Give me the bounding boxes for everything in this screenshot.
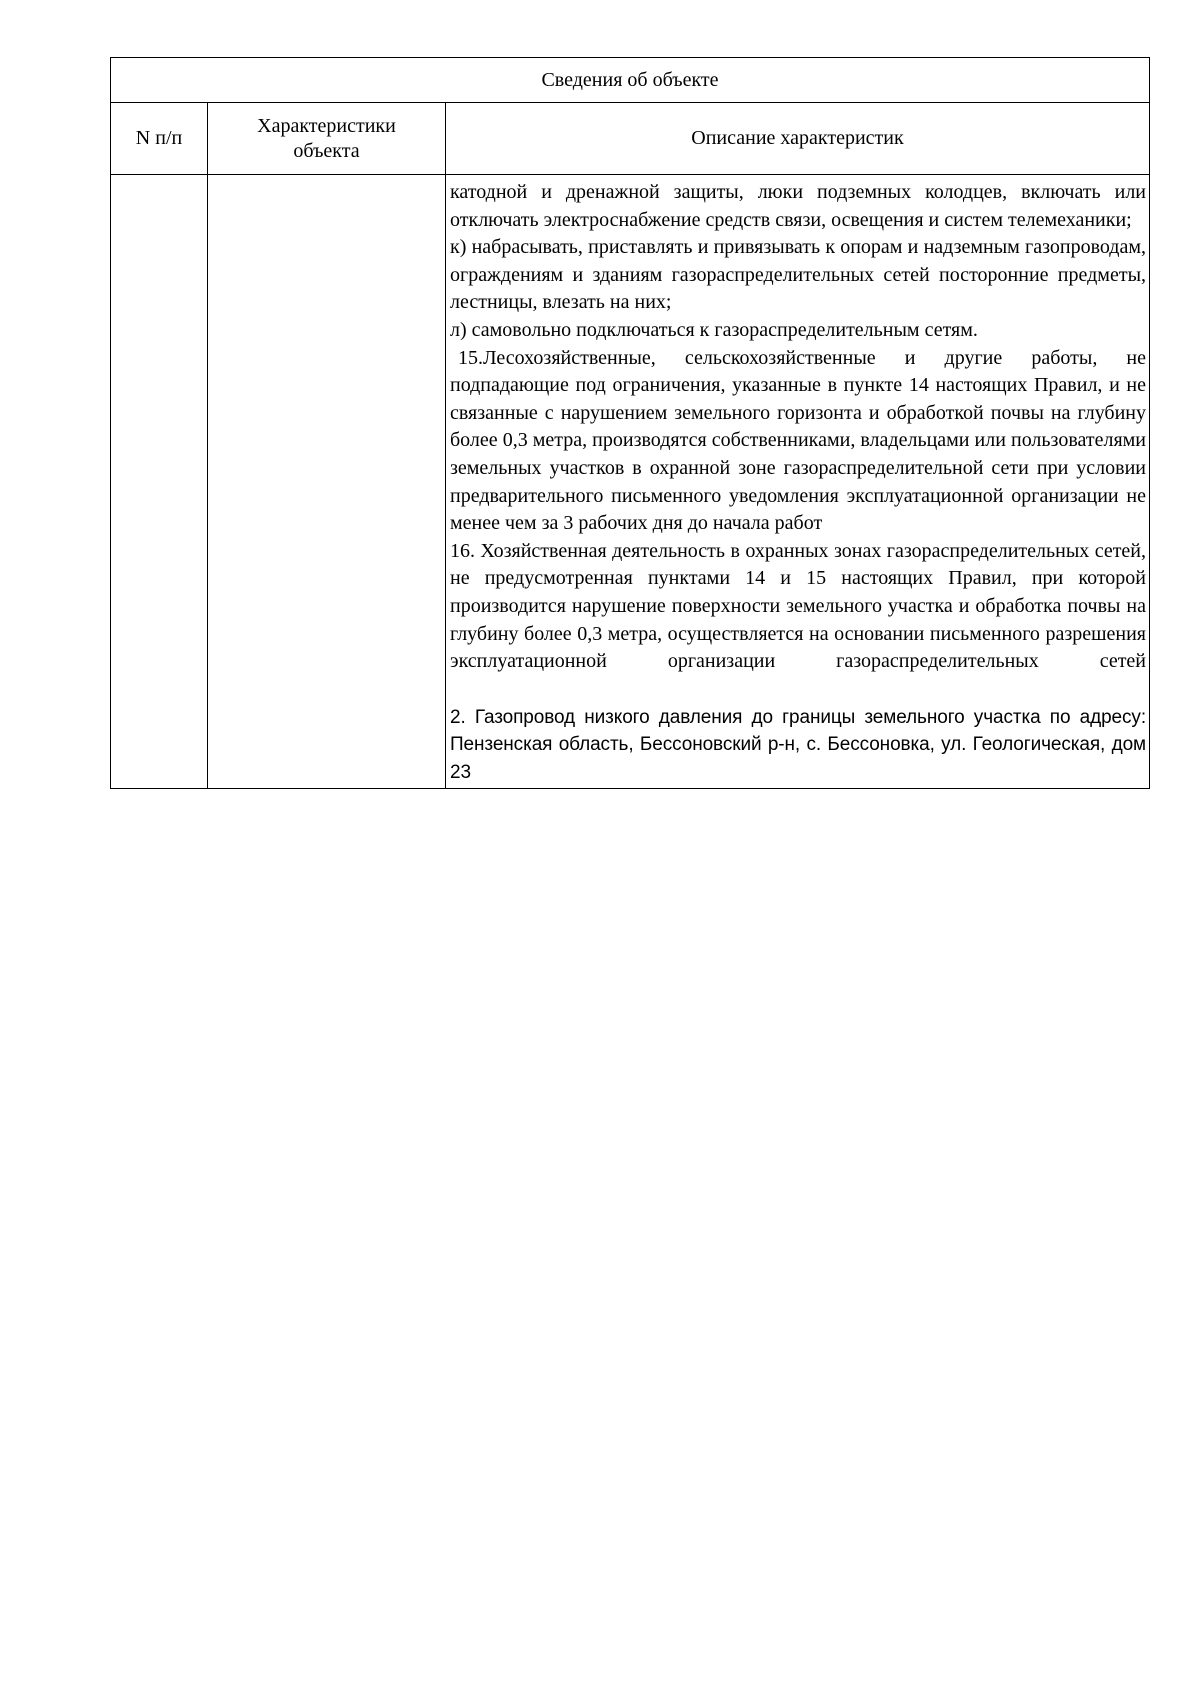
table-title: Сведения об объекте <box>111 58 1150 103</box>
document-page <box>110 57 1149 789</box>
header-characteristics: Характеристики объекта <box>208 103 446 175</box>
description-paragraph: катодной и дренажной защиты, люки подземных колодцев, включать или отключать электроснабжение средств связи, освещения и систем телемеханики; <box>450 181 1147 231</box>
cell-characteristics <box>208 175 446 789</box>
header-num: N п/п <box>111 103 208 175</box>
table-header-row <box>111 103 1150 175</box>
object-info-table <box>110 57 1150 789</box>
description-paragraph: 15.Лесохозяйственные, сельскохозяйственные и другие работы, не подпадающие под ограничения, указанные в пункте 14 настоящих Правил, и не связанные с нарушением земельного горизонта и обработкой почвы на глубину более 0,3 метра, производятся собственниками, владельцами или пользователями земельных участков в охранной зоне газораспределительной сети при условии предварительного письменного уведомления эксплуатационной организации не менее чем за 3 рабочих дня до начала работ <box>450 346 1147 535</box>
description-paragraph: 2. Газопровод низкого давления до границы земельного участка по адресу: Пензенская область, Бессоновский р-н, с. Бессоновка, ул. Геологическая, дом 23 <box>450 706 1147 783</box>
description-paragraph: 16. Хозяйственная деятельность в охранных зонах газораспределительных сетей, не предусмотренная пунктами 14 и 15 настоящих Правил, при которой производится нарушение поверхности земельного участка и обработка почвы на глубину более 0,3 метра, осуществляется на основании письменного разрешения эксплуатационной организации газораспределительных сетей <box>450 539 1147 673</box>
header-description: Описание характеристик <box>446 103 1150 175</box>
table-title-row <box>111 58 1150 103</box>
table-row <box>111 175 1150 789</box>
cell-num <box>111 175 208 789</box>
description-paragraph: л) самовольно подключаться к газораспределительным сетям. <box>450 318 978 341</box>
cell-description <box>446 175 1150 789</box>
description-paragraph: к) набрасывать, приставлять и привязывать к опорам и надземным газопроводам, ограждениям и зданиям газораспределительных сетей посторонние предметы, лестницы, влезать на них; <box>450 236 1147 314</box>
